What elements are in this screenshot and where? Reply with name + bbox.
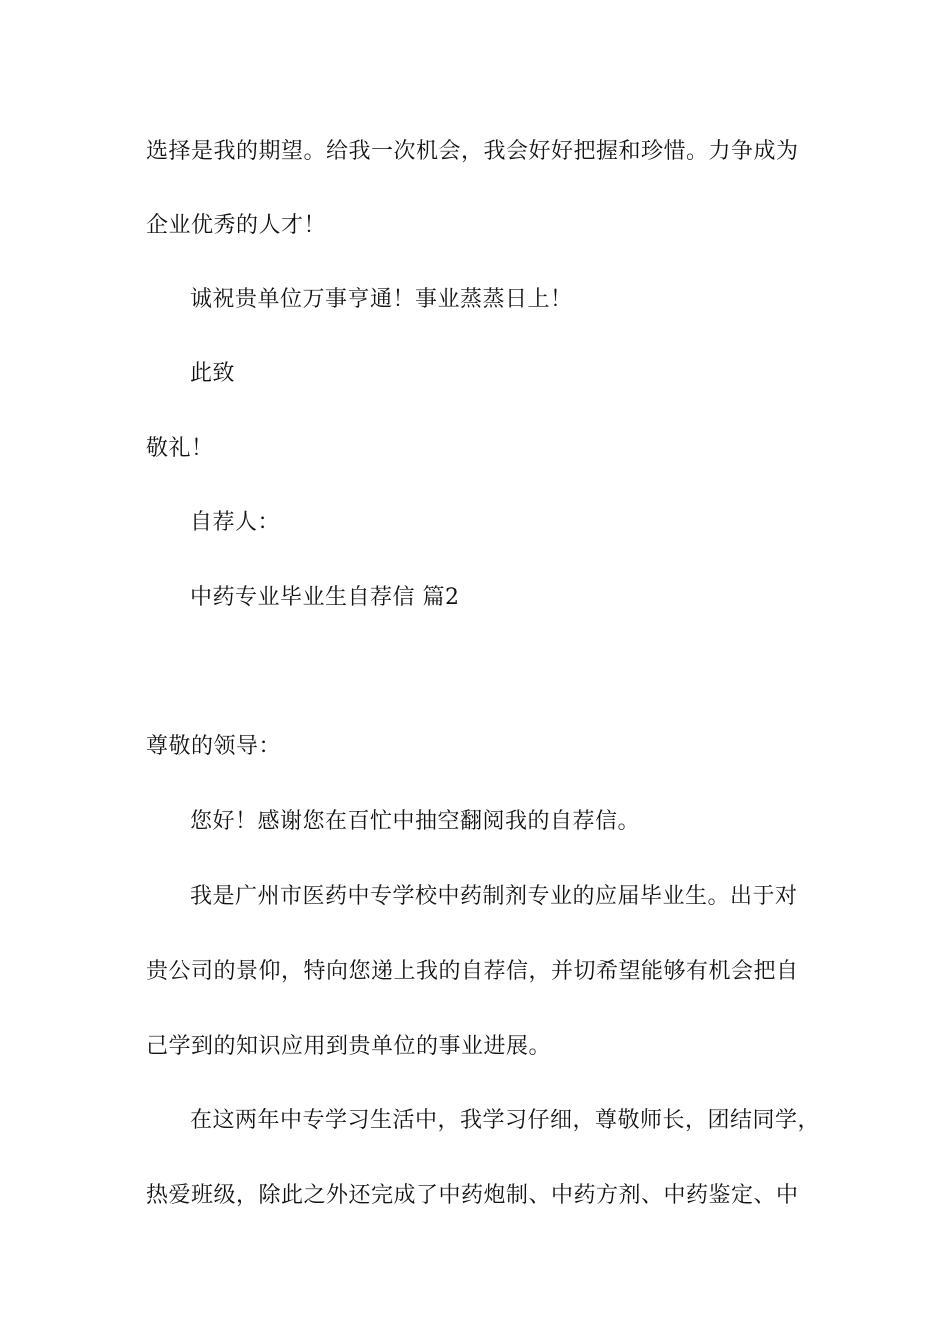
text-line: 热爱班级，除此之外还完成了中药炮制、中药方剂、中药鉴定、中	[146, 1183, 799, 1208]
letter-greeting: 尊敬的领导：	[146, 734, 282, 759]
text-line: 己学到的知识应用到贵单位的事业进展。	[146, 1034, 552, 1059]
signature-label: 自荐人：	[190, 510, 281, 535]
text-line: 在这两年中专学习生活中，我学习仔细，尊敬师长，团结同学，	[190, 1108, 821, 1133]
text-line: 诚祝贵单位万事亨通！事业蒸蒸日上！	[190, 287, 573, 312]
salutation-closing: 此致	[190, 361, 236, 386]
salutation-regards: 敬礼！	[146, 436, 214, 461]
section-title: 中药专业毕业生自荐信 篇2	[190, 585, 460, 610]
text-line: 企业优秀的人才！	[146, 213, 327, 238]
text-line: 选择是我的期望。给我一次机会，我会好好把握和珍惜。力争成为	[146, 139, 799, 164]
text-line: 贵公司的景仰，特向您递上我的自荐信，并切希望能够有机会把自	[146, 959, 799, 984]
text-line: 我是广州市医药中专学校中药制剂专业的应届毕业生。出于对	[190, 884, 798, 909]
text-line: 您好！感谢您在百忙中抽空翻阅我的自荐信。	[190, 809, 641, 834]
